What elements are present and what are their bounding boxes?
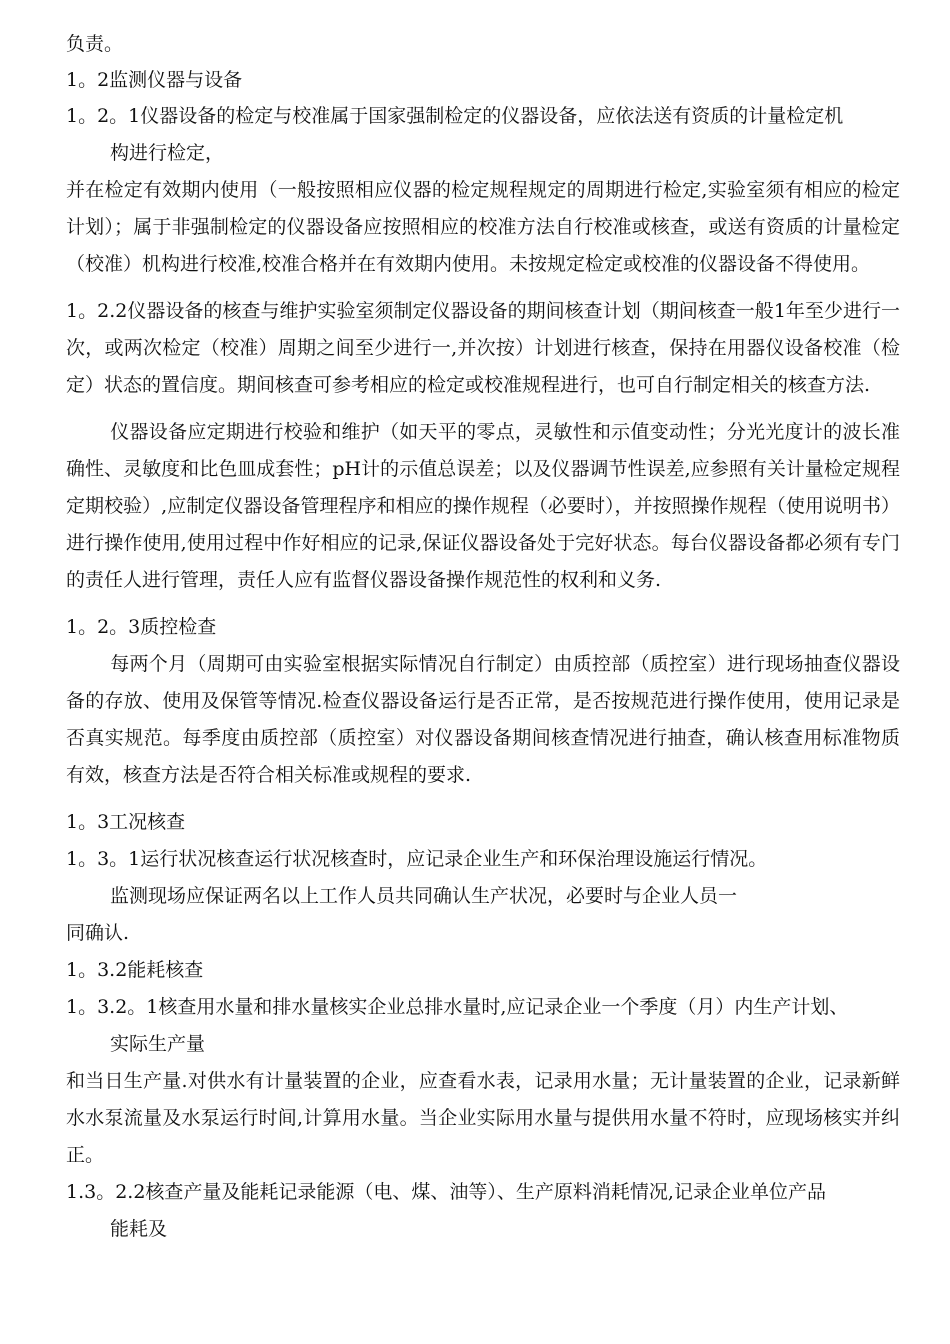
clause-line: 1。3。1运行状况核查运行状况核查时，应记录企业生产和环保治理设施运行情况。 xyxy=(66,848,768,870)
paragraph: 仪器设备应定期进行校验和维护（如天平的零点，灵敏性和示值变动性；分光光度计的波长准确性、灵敏度和比色皿成套性；pH计的示值总误差；以及仪器调节性误差,应参照有关计量检定规程定期校验）,应制定仪器设备管理程序和相应的操作规程（必要时），并按照操作规程（使用说明书）进行操作使用,使用过程中作好相应的记录,保证仪器设备处于完好状态。每台仪器设备都必须有专门的责任人进行管理，责任人应有监督仪器设备操作规范性的权利和义务. xyxy=(66,421,900,591)
paragraph-line: 监测现场应保证两名以上工作人员共同确认生产状况，必要时与企业人员一 xyxy=(110,885,738,907)
paragraph: 1。2.2仪器设备的核查与维护实验室须制定仪器设备的期间核查计划（期间核查一般1年至少进行一次，或两次检定（校准）周期之间至少进行一,并次按）计划进行核查，保持在用器仪设备校准（检定）状态的置信度。期间核查可参考相应的检定或校准规程进行，也可自行制定相关的核查方法. xyxy=(66,300,900,396)
section-heading: 1。3工况核查 xyxy=(66,811,186,833)
paragraph: 和当日生产量.对供水有计量装置的企业，应查看水表，记录用水量；无计量装置的企业，记录新鲜水水泵流量及水泵运行时间,计算用水量。当企业实际用水量与提供用水量不符时，应现场核实并纠正。 xyxy=(66,1070,900,1166)
clause-heading-line: 1。2。1仪器设备的检定与校准属于国家强制检定的仪器设备，应依法送有资质的计量检定机 xyxy=(66,105,844,127)
clause-heading-line: 1。3.2。1核查用水量和排水量核实企业总排水量时,应记录企业一个季度（月）内生产计划、 xyxy=(66,996,849,1018)
clause-continuation: 能耗及 xyxy=(110,1218,168,1240)
section-heading: 1。3.2能耗核查 xyxy=(66,959,204,981)
clause-continuation: 构进行检定， xyxy=(110,142,225,164)
section-heading: 1。2。3质控检查 xyxy=(66,616,217,638)
clause-heading-line: 1.3。2.2核查产量及能耗记录能源（电、煤、油等）、生产原料消耗情况,记录企业单位产品 xyxy=(66,1181,826,1203)
clause-continuation: 实际生产量 xyxy=(110,1033,206,1055)
paragraph: 每两个月（周期可由实验室根据实际情况自行制定）由质控部（质控室）进行现场抽查仪器设备的存放、使用及保管等情况.检查仪器设备运行是否正常，是否按规范进行操作使用，使用记录是否真实规范。每季度由质控部（质控室）对仪器设备期间核查情况进行抽查，确认核查用标准物质有效，核查方法是否符合相关标准或规程的要求. xyxy=(66,653,900,786)
paragraph-line: 同确认. xyxy=(66,922,130,944)
text-line: 负责。 xyxy=(66,33,124,55)
paragraph: 并在检定有效期内使用（一般按照相应仪器的检定规程规定的周期进行检定,实验室须有相应的检定计划）；属于非强制检定的仪器设备应按照相应的校准方法自行校准或核查，或送有资质的计量检定（校准）机构进行校准,校准合格并在有效期内使用。未按规定检定或校准的仪器设备不得使用。 xyxy=(66,179,900,275)
section-heading: 1。2监测仪器与设备 xyxy=(66,69,243,91)
